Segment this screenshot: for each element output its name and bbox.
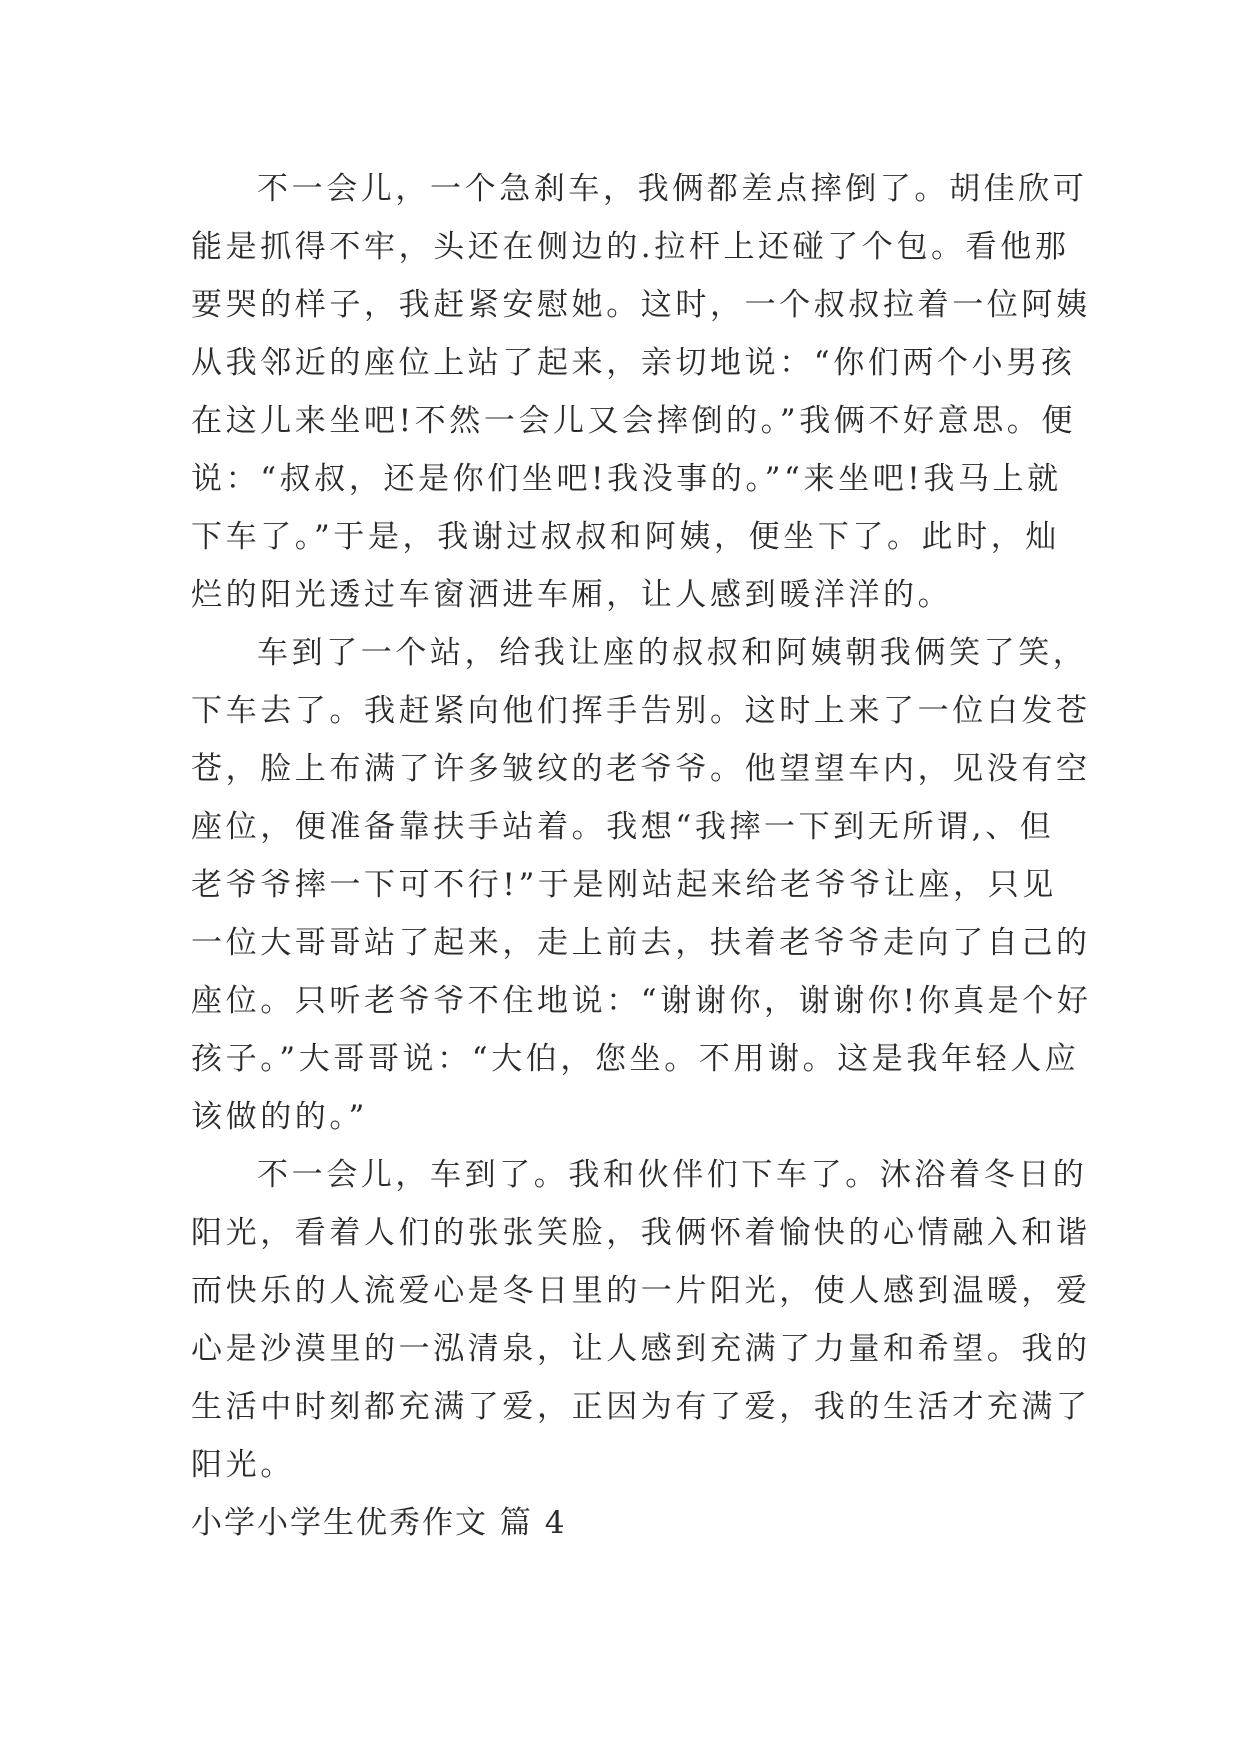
text-line: 老爷爷摔一下可不行!”于是刚站起来给老爷爷让座，只见: [191, 867, 1057, 903]
text-line: 要哭的样子，我赶紧安慰她。这时，一个叔叔拉着一位阿姨: [191, 287, 1091, 323]
text-line: 阳光，看着人们的张张笑脸，我俩怀着愉快的心情融入和谐: [191, 1215, 1091, 1251]
text-line: 烂的阳光透过车窗洒进车厢，让人感到暖洋洋的。: [191, 577, 953, 613]
text-line: 而快乐的人流爱心是冬日里的一片阳光，使人感到温暖，爱: [191, 1273, 1091, 1309]
text-line: 从我邻近的座位上站了起来，亲切地说：“你们两个小男孩: [191, 345, 1076, 381]
text-line: 下车了。”于是，我谢过叔叔和阿姨，便坐下了。此时，灿: [191, 519, 1060, 555]
text-line: 座位。只听老爷爷不住地说：“谢谢你，谢谢你!你真是个好: [191, 983, 1092, 1019]
text-line: 该做的的。”: [191, 1099, 368, 1135]
text-line: 能是抓得不牢，头还在侧边的.拉杆上还碰了个包。看他那: [191, 229, 1070, 265]
paragraph-2: [191, 624, 1092, 1146]
text-line: 一位大哥哥站了起来，走上前去，扶着老爷爷走向了自己的: [191, 925, 1091, 961]
section-heading: 小学小学生优秀作文 篇 4: [191, 1505, 567, 1541]
text-line: 说：“叔叔，还是你们坐吧!我没事的。”“来坐吧!我马上就: [191, 461, 1062, 497]
text-line: 座位，便准备靠扶手站着。我想“我摔一下到无所谓,、但: [191, 809, 1055, 845]
text-line: 孩子。”大哥哥说：“大伯，您坐。不用谢。这是我年轻人应: [191, 1041, 1080, 1077]
text-line: 车到了一个站，给我让座的叔叔和阿姨朝我俩笑了笑，: [257, 635, 1088, 671]
text-line: 阳光。: [191, 1447, 295, 1483]
text-line: 心是沙漠里的一泓清泉，让人感到充满了力量和希望。我的: [191, 1331, 1091, 1367]
text-line: 在这儿来坐吧!不然一会儿又会摔倒的。”我俩不好意思。便: [191, 403, 1077, 439]
text-line: 不一会儿，车到了。我和伙伴们下车了。沐浴着冬日的: [257, 1157, 1088, 1193]
text-line: 苍，脸上布满了许多皱纹的老爷爷。他望望车内，见没有空: [191, 751, 1091, 787]
text-line: 下车去了。我赶紧向他们挥手告别。这时上来了一位白发苍: [191, 693, 1091, 729]
paragraph-1: [191, 160, 1091, 624]
document-body: [191, 160, 1092, 1552]
paragraph-3: [191, 1146, 1091, 1494]
text-line: 不一会儿，一个急刹车，我俩都差点摔倒了。胡佳欣可: [257, 171, 1088, 207]
text-line: 生活中时刻都充满了爱，正因为有了爱，我的生活才充满了: [191, 1389, 1091, 1425]
